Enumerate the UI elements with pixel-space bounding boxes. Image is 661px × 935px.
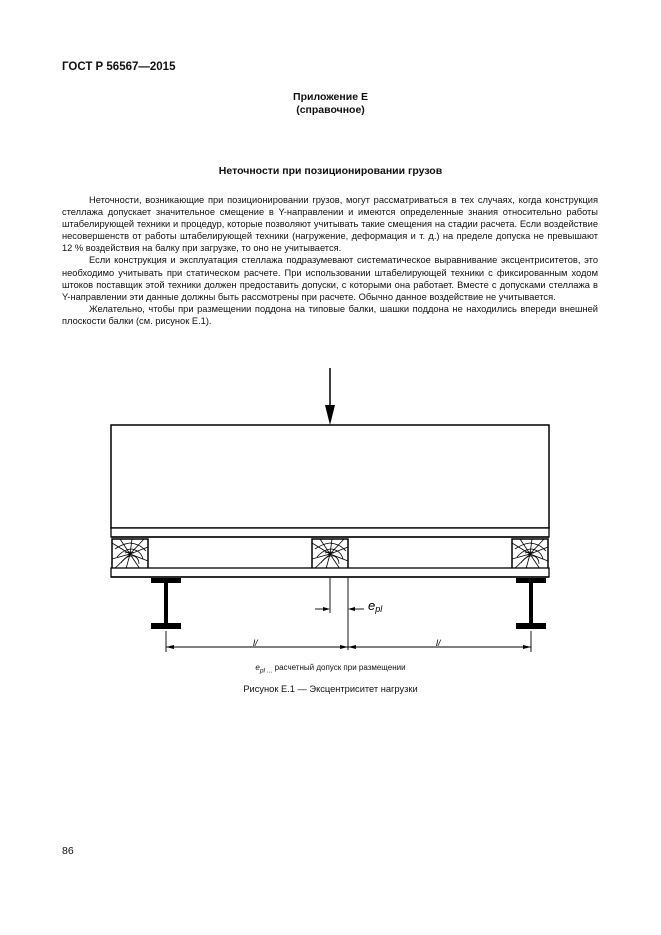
eccentricity-label: epl [368, 598, 383, 614]
figure-legend [0, 663, 661, 675]
paragraph: Желательно, чтобы при размещении поддона на типовые балки, шашки поддона не находились впереди внешней плоскости балки (см. рисунок Е.1). [62, 303, 598, 326]
legend-text: расчетный допуск при размещении [272, 663, 406, 672]
eccentricity-dimension [315, 578, 364, 650]
load-block [111, 425, 549, 528]
section-title: Неточности при позиционировании грузов [218, 165, 443, 177]
pallet-block-left [112, 539, 148, 569]
beam-left [151, 578, 181, 629]
pallet-top-deck [111, 528, 549, 537]
span-label-right: l/ [436, 638, 441, 648]
appendix-title: Приложение Е [293, 91, 368, 103]
pallet-bottom-board [111, 568, 549, 577]
legend-symbol-sub: pl ... [259, 667, 273, 675]
span-dimension [166, 631, 531, 652]
span-label-left: l/ [253, 638, 258, 648]
appendix-note: (справочное) [296, 104, 365, 116]
legend-symbol: e [255, 663, 260, 672]
page-number: 86 [62, 845, 74, 857]
document-header: ГОСТ Р 56567—2015 [62, 61, 176, 73]
load-arrow-head [325, 405, 335, 425]
figure-caption: Рисунок Е.1 — Эксцентриситет нагрузки [243, 684, 418, 694]
beam-right [516, 578, 546, 629]
paragraph: Неточности, возникающие при позиционировании грузов, могут рассматриваться в тех случаях, когда конструкция стеллажа допускает значительное смещение в Y-направлении и имеются определенные знания относительно работы штабелирующей техники и процедур, которые позволяют учитывать такие смещения на стадии расчета. Если воздействие несовершенств от работы штабелирующей техники (нагружение, деформация и т. д.) на пределе допуска не превышают 12 % воздействия на балку при загрузке, то оно не учитывается. [62, 195, 598, 254]
pallet-block-middle [312, 539, 348, 569]
pallet-block-right [512, 539, 548, 569]
paragraph: Если конструкция и эксплуатация стеллажа подразумевают систематическое выравнивание эксцентриситетов, это необходимо учитывать при статическом расчете. При использовании штабелирующей техники с фиксированным ходом штоков поставщик этой техники должен предоставить допуски, с которыми она работает. Вместе с допусками стеллажа в Y-направлении эти данные должны быть рассмотрены при расчете. Обычно данное воздействие не учитывается. [62, 255, 598, 302]
